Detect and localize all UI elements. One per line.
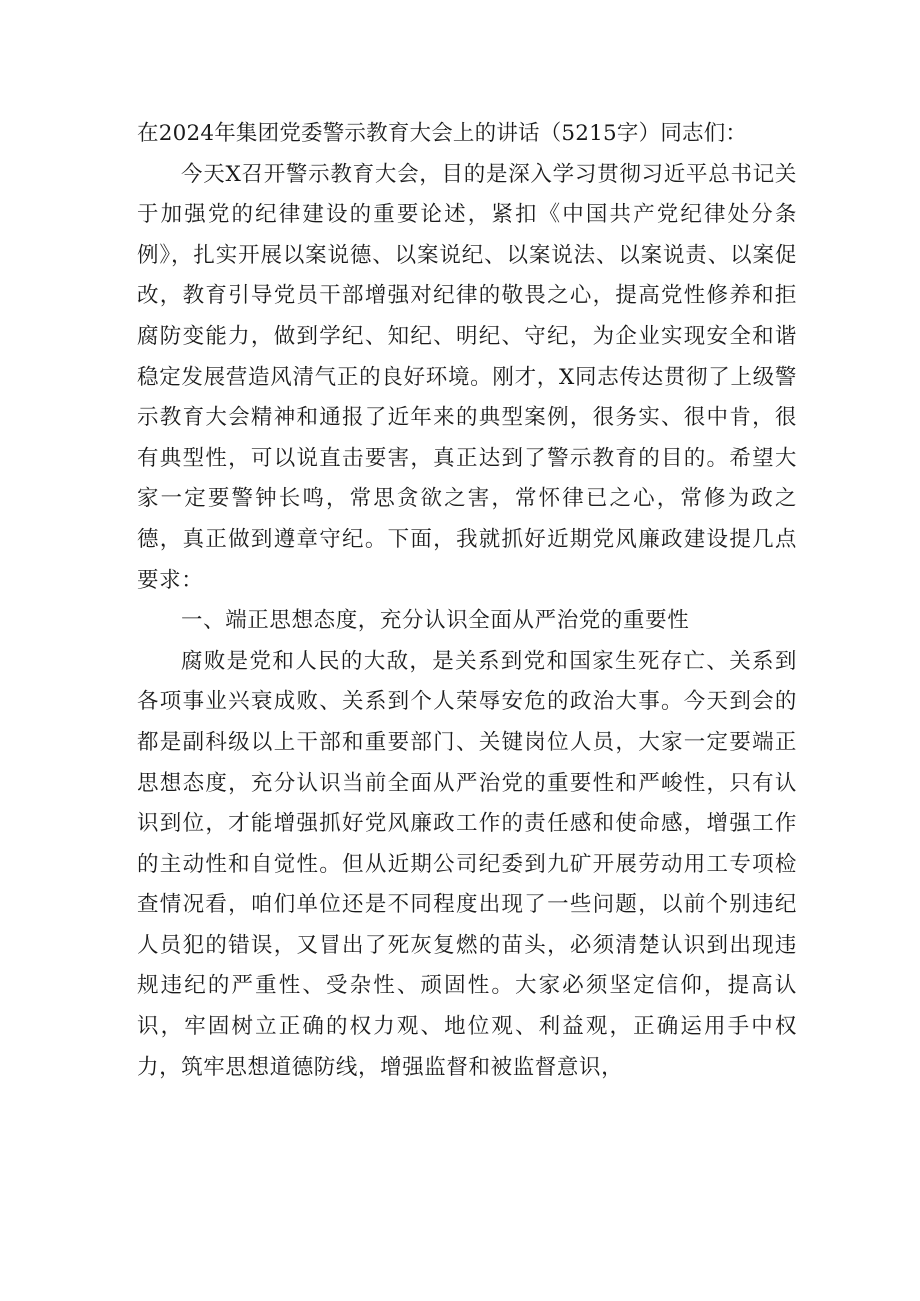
document-body bbox=[137, 114, 797, 1088]
opening-paragraph: 今天X召开警示教育大会，目的是深入学习贯彻习近平总书记关于加强党的纪律建设的重要论述，紧扣《中国共产党纪律处分条例》，扎实开展以案说德、以案说纪、以案说法、以案说责、以案促改，教育引导党员干部增强对纪律的敬畏之心，提高党性修养和拒腐防变能力，做到学纪、知纪、明纪、守纪，为企业实现安全和谐稳定发展营造风清气正的良好环境。刚才，X同志传达贯彻了上级警示教育大会精神和通报了近年来的典型案例，很务实、很中肯，很有典型性，可以说直击要害，真正达到了警示教育的目的。希望大家一定要警钟长鸣，常思贪欲之害，常怀律已之心，常修为政之德，真正做到遵章守纪。下面，我就抓好近期党风廉政建设提几点要求： bbox=[137, 161, 797, 593]
section-heading: 一、端正思想态度，充分认识全面从严治党的重要性 bbox=[181, 608, 690, 634]
section-paragraph: 腐败是党和人民的大敌，是关系到党和国家生死存亡、关系到各项事业兴衰成败、关系到个人荣辱安危的政治大事。今天到会的都是副科级以上干部和重要部门、关键岗位人员，大家一定要端正思想态度，充分认识当前全面从严治党的重要性和严峻性，只有认识到位，才能增强抓好党风廉政工作的责任感和使命感，增强工作的主动性和自觉性。但从近期公司纪委到九矿开展劳动用工专项检查情况看，咱们单位还是不同程度出现了一些问题，以前个别违纪人员犯的错误，又冒出了死灰复燃的苗头，必须清楚认识到出现违规违纪的严重性、受杂性、顽固性。大家必须坚定信仰，提高认识，牢固树立正确的权力观、地位观、利益观，正确运用手中权力，筑牢思想道德防线，增强监督和被监督意识， bbox=[137, 648, 797, 1080]
document-title: 在2024年集团党委警示教育大会上的讲话（5215字）同志们： bbox=[137, 121, 748, 146]
